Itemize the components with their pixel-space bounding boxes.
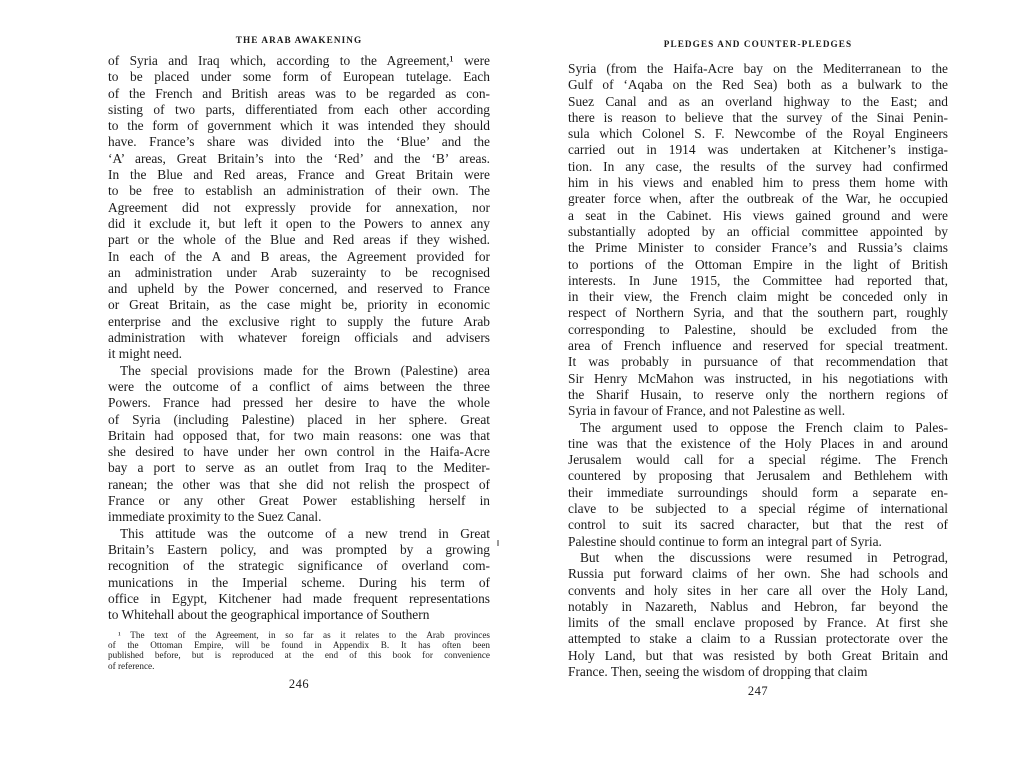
text-line: were the outcome of a conflict of aims between the three [108, 378, 490, 394]
text-line: an administration under Arab suzerainty to be recognised [108, 264, 490, 280]
text-line: attempted to stake a claim to a Russian protectorate over the [568, 631, 948, 647]
text-line: to the form of government which it was intended they should [108, 118, 490, 134]
text-line: It was probably in pursuance of that recommendation that [568, 354, 948, 370]
text-line: to portions of the Ottoman Empire in the light of British [568, 256, 948, 272]
text-line: sula which Colonel S. F. Newcombe of the Royal Engineers [568, 126, 948, 142]
text-line: clave to be subjected to a special régime of international [568, 501, 948, 517]
text-line: recognition of the strategic significance of overland com- [108, 558, 490, 574]
text-line: of Syria and Iraq which, according to the Agreement,¹ were [108, 53, 490, 68]
text-line: respect of Northern Syria, and that the southern part, roughly [568, 305, 948, 321]
right-body-text [568, 61, 948, 680]
text-line: Britain’s Eastern policy, and was prompted by a growing [108, 541, 490, 557]
text-line: Britain had opposed that, for two main reasons: one was that [108, 427, 490, 443]
text-line: their immediate surroundings should form a separate en- [568, 484, 948, 500]
text-line: Syria in favour of France, and not Palestine as well. [568, 403, 846, 419]
text-line: interests. In June 1915, the Committee had reported that, [568, 272, 948, 288]
text-line: control to suit its sacred character, but that the rest of [568, 517, 948, 533]
text-line: the Prime Minister to consider France’s and Russia’s claims [568, 240, 948, 256]
text-line: Gulf of ‘Aqaba on the Red Sea) both as a bulwark to the [568, 77, 948, 93]
text-line: Jerusalem would call for a special régime. The French [568, 452, 948, 468]
text-line: or Great Britain, as the case might be, priority in economic [108, 297, 490, 313]
text-line: ‘A’ areas, Great Britain’s into the ‘Red’ and the ‘B’ areas. [108, 150, 490, 166]
text-line: corresponding to Palestine, should be excluded from the [568, 321, 948, 337]
text-line: countered by proposing that Jerusalem and Bethlehem with [568, 468, 948, 484]
left-page-number: 246 [288, 677, 310, 691]
text-line: Agreement did not expressly provide for annexation, nor [108, 199, 490, 215]
scan-speck [497, 540, 499, 546]
text-line: area of French influence and reserved for special treatment. [568, 338, 948, 354]
text-line: greater force when, after the outbreak of the War, he occupied [568, 191, 948, 207]
text-line: bay a port to serve as an outlet from Iraq to the Mediter- [108, 460, 490, 476]
text-line: Holy Land, but that was resisted by both Great Britain and [568, 647, 948, 663]
text-line: sisting of two parts, differentiated from each other according [108, 101, 490, 117]
right-page-number: 247 [747, 684, 769, 698]
text-line: France. Then, seeing the wisdom of dropping that claim [568, 663, 868, 679]
text-line: a seat in the Cabinet. His views gained ground and were [568, 207, 948, 223]
text-line: Palestine should continue to form an integral part of Syria. [568, 533, 882, 549]
text-line: of Syria (including Palestine) placed in her sphere. Great [108, 411, 490, 427]
footnote-line: published before, but is reproduced at the end of this book for convenience [108, 650, 490, 661]
text-line: tine was that the existence of the Holy Places in and around [568, 435, 948, 451]
text-line: enterprise and the exclusive right to supply the future Arab [108, 313, 490, 329]
text-line: office in Egypt, Kitchener had made frequent representations [108, 590, 490, 606]
text-line: tion. In any case, the results of the survey had confirmed [568, 158, 948, 174]
text-line: convents and holy sites in her care all over the Holy Land, [568, 582, 948, 598]
text-line: ranean; the other was that she did not relish the prospect of [108, 476, 490, 492]
text-line: she desired to have under her own control in the Haifa-Acre [108, 444, 490, 460]
text-line: In the Blue and Red areas, France and Great Britain were [108, 167, 490, 183]
text-line: notably in Nazareth, Nablus and Hebron, far beyond the [568, 598, 948, 614]
text-line: part or the whole of the Blue and Red areas if they wished. [108, 232, 490, 248]
text-line: substantially adopted by an official committee appointed by [568, 223, 948, 239]
text-line: This attitude was the outcome of a new trend in Great [120, 525, 490, 541]
left-footnote [108, 630, 490, 671]
text-line: the Sharif Husain, to reserve only the northern regions of [568, 386, 948, 402]
left-page [108, 0, 490, 766]
text-line: and upheld by the Power concerned, and reserved to France [108, 281, 490, 297]
text-line: to be placed under some form of European tutelage. Each [108, 69, 490, 85]
text-line: there is reason to believe that the survey of the Sinai Penin- [568, 109, 948, 125]
text-line: Syria (from the Haifa-Acre bay on the Mediterranean to the [568, 61, 948, 76]
text-line: of the French and British areas was to be regarded as con- [108, 85, 490, 101]
text-line: The special provisions made for the Brown (Palestine) area [120, 362, 490, 378]
text-line: did it exclude it, but left it open to the Powers to annex any [108, 215, 490, 231]
right-running-head: PLEDGES AND COUNTER-PLEDGES [663, 39, 853, 49]
left-running-head: THE ARAB AWAKENING [235, 35, 363, 45]
text-line: to be free to establish an administration of their own. The [108, 183, 490, 199]
text-line: munications in the Imperial scheme. During his term of [108, 574, 490, 590]
left-body-text [108, 53, 490, 623]
text-line: Sir Henry McMahon was instructed, in his negotiations with [568, 370, 948, 386]
text-line: But when the discussions were resumed in Petrograd, [580, 549, 948, 565]
text-line: Powers. France had pressed her desire to have the whole [108, 395, 490, 411]
text-line: limits of the small enclave proposed by France. At first she [568, 615, 948, 631]
text-line: immediate proximity to the Suez Canal. [108, 509, 322, 525]
text-line: have. France’s share was divided into the ‘Blue’ and the [108, 134, 490, 150]
text-line: France or any other Great Power establishing herself in [108, 493, 490, 509]
text-line: Suez Canal and as an overland highway to the East; and [568, 93, 948, 109]
text-line: him in his views and enabled him to press them home with [568, 175, 948, 191]
text-line: to Whitehall about the geographical importance of Southern [108, 607, 430, 623]
text-line: In each of the A and B areas, the Agreement provided for [108, 248, 490, 264]
text-line: it might need. [108, 346, 183, 362]
text-line: in their view, the French claim might be conceded only in [568, 289, 948, 305]
footnote-line: of reference. [108, 660, 155, 671]
text-line: Russia put forward claims of her own. She had schools and [568, 566, 948, 582]
text-line: The argument used to oppose the French claim to Pales- [580, 419, 948, 435]
right-page [568, 0, 948, 766]
text-line: carried out in 1914 was undertaken at Kitchener’s instiga- [568, 142, 948, 158]
footnote-line: ¹ The text of the Agreement, in so far as it relates to the Arab provinces [118, 630, 490, 640]
text-line: administration with whatever foreign officials and advisers [108, 330, 490, 346]
footnote-line: of the Ottoman Empire, will be found in Appendix B. It has often been [108, 640, 490, 651]
